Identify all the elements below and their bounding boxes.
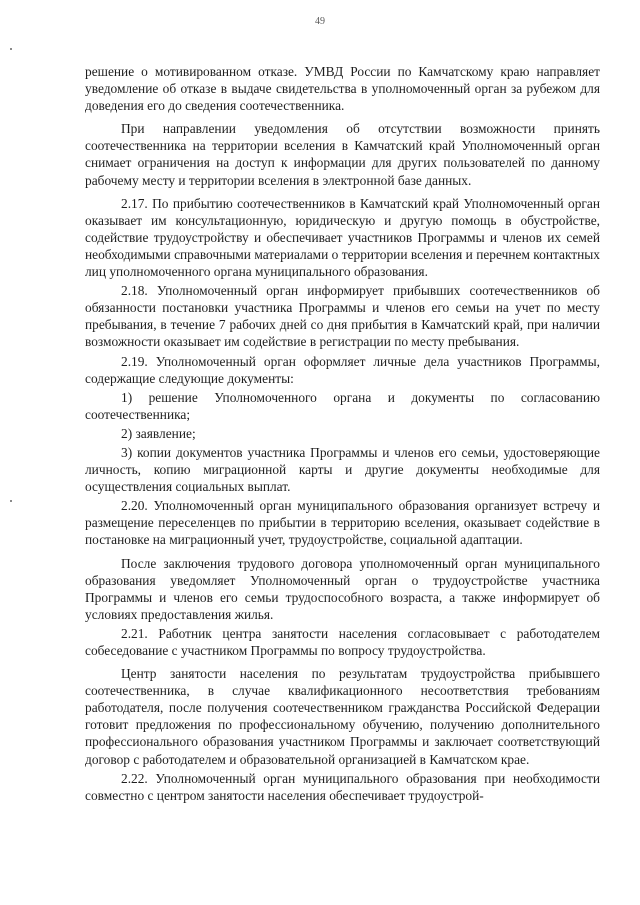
scan-artifact (10, 48, 12, 50)
list-item-2: 2) заявление; (121, 425, 196, 441)
scan-artifact (10, 500, 12, 502)
paragraph-2-21: 2.21. Работник центра занятости населения согласовывает с работодателем собеседование с участником Программы по вопросу трудоустройства. (85, 625, 600, 658)
paragraph-restriction-removal: При направлении уведомления об отсутствии возможности принять соотечественника на территории вселения в Камчатский край Уполномоченный орган снимает ограничения на доступ к информации для других пользователей по данному рабочему месту и территории вселения в электронной базе данных. (85, 121, 600, 188)
paragraph-employment-center: Центр занятости населения по результатам трудоустройства прибывшего соотечественника, в случае квалификационного несоответствия требованиям работодателя, после получения соотечественником гражданства Российской Федерации готовит предложения по профессиональному обучению, получению дополнительного профессионального образования участником Программы и заключает соответствующий договор с работодателем и образовательной организацией в Камчатском крае. (85, 666, 600, 767)
paragraph-refusal-notice: решение о мотивированном отказе. УМВД России по Камчатскому краю направляет уведомление об отказе в выдаче свидетельства в уполномоченный орган за рубежом для доведения его до сведения соотечественника. (85, 64, 600, 114)
list-item-3: 3) копии документов участника Программы и членов его семьи, удостоверяющие личность, копию миграционной карты и другие документы необходимые для осуществления социальных выплат. (85, 444, 600, 495)
document-body (85, 63, 600, 804)
page-number: 49 (315, 16, 325, 27)
paragraph-2-22: 2.22. Уполномоченный орган муниципального образования при необходимости совместно с центром занятости населения обеспечивает трудоустрой- (85, 770, 600, 803)
paragraph-2-20: 2.20. Уполномоченный орган муниципального образования организует встречу и размещение переселенцев по прибытии в территорию вселения, оказывает содействие в постановке на миграционный учет, трудоустройстве, социальной адаптации. (85, 498, 600, 548)
paragraph-2-18: 2.18. Уполномоченный орган информирует прибывших соотечественников об обязанности постановки участника Программы и членов его семьи на учет по месту пребывания, в течение 7 рабочих дней со дня прибытия в Камчатский край, при наличии возможности оказывает им содействие в регистрации по месту пребывания. (85, 283, 600, 350)
paragraph-employment-notice: После заключения трудового договора уполномоченный орган муниципального образования уведомляет Уполномоченный орган о трудоустройстве участника Программы и членов его семьи трудоспособного возраста, а также информирует об условиях предоставления жилья. (85, 555, 600, 622)
list-item-1: 1) решение Уполномоченного органа и документы по согласованию соотечественника; (85, 389, 600, 422)
paragraph-2-17: 2.17. По прибытию соотечественников в Камчатский край Уполномоченный орган оказывает им консультационную, юридическую и другую помощь в обустройстве, содействие трудоустройству и обеспечивает участников Программы и членов их семей необходимыми справочными материалами о территории вселения и перечнем контактных лиц уполномоченного органа муниципального образования. (85, 195, 600, 280)
paragraph-2-19: 2.19. Уполномоченный орган оформляет личные дела участников Программы, содержащие следующие документы: (85, 353, 600, 386)
